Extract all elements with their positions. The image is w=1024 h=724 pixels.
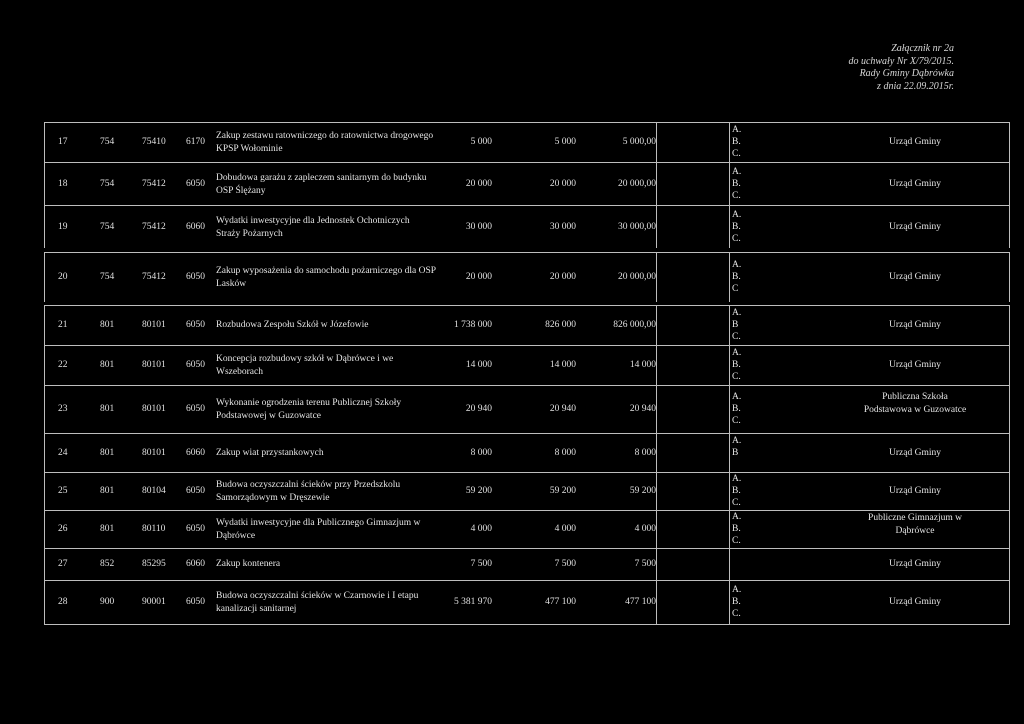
task-name: Budowa oczyszczalni ścieków w Czarnowie i I etapu kanalizacji sanitarnej (216, 591, 419, 614)
responsible-unit: Urząd Gminy (889, 222, 941, 232)
row-number: 26 (58, 524, 68, 534)
responsible-unit: Urząd Gminy (889, 272, 941, 282)
total-value: 1 738 000 (454, 320, 492, 330)
total-value: 20 000 (465, 179, 492, 189)
funding-source-c: C. (732, 234, 741, 244)
row-number: 17 (58, 137, 68, 147)
paragraph-code: 6050 (186, 486, 205, 496)
task-name: Wykonanie ogrodzenia terenu Publicznej Szkoły Podstawowej w Guzowatce (216, 398, 402, 421)
column-border (44, 252, 45, 302)
funding-source-a: A. (732, 392, 742, 402)
funding-source-b: B. (732, 360, 741, 370)
funding-source-b: B. (732, 486, 741, 496)
column-border (729, 305, 730, 345)
task-name: Dobudowa garażu z zapleczem sanitarnym do budynku OSP Ślężany (216, 173, 427, 196)
total-value: 59 200 (465, 486, 492, 496)
task-name: Budowa oczyszczalni ścieków przy Przedszkolu Samorządowym w Dręszewie (216, 480, 401, 503)
column-border (729, 385, 730, 433)
column-border (1009, 510, 1010, 548)
dzial-code: 852 (100, 559, 115, 569)
column-border (656, 205, 657, 248)
row-border (44, 305, 1010, 306)
table-row (0, 580, 1024, 624)
column-border (1009, 472, 1010, 510)
column-border (44, 580, 45, 624)
dzial-code: 754 (100, 222, 115, 232)
total-value: 14 000 (465, 360, 492, 370)
funding-source-a: A. (732, 260, 742, 270)
column-border (1009, 433, 1010, 472)
column-border (729, 162, 730, 205)
paragraph-code: 6050 (186, 179, 205, 189)
column-border (729, 345, 730, 385)
row-number: 24 (58, 448, 68, 458)
header-line-3: Rady Gminy Dąbrówka (859, 68, 954, 79)
column-border (656, 510, 657, 548)
funding-source-c: C. (732, 609, 741, 619)
total-value: 30 000 (465, 222, 492, 232)
column-border (1009, 305, 1010, 345)
column-border (1009, 205, 1010, 248)
funding-source-c: C. (732, 332, 741, 342)
funding-source-c: C. (732, 416, 741, 426)
row-border (44, 580, 1010, 581)
column-border (44, 305, 45, 345)
funding-source-b: B. (732, 524, 741, 534)
funding-source-c: C. (732, 191, 741, 201)
total-value: 20 000 (465, 272, 492, 282)
funding-source-a: A. (732, 348, 742, 358)
task-name: Zakup wiat przystankowych (216, 448, 324, 458)
column-border (656, 345, 657, 385)
planned-value: 59 200 (629, 486, 656, 496)
column-border (729, 472, 730, 510)
row-number: 19 (58, 222, 68, 232)
row-border (44, 162, 1010, 163)
rozdzial-code: 75412 (142, 222, 166, 232)
header-line-2: do uchwały Nr X/79/2015. (848, 55, 954, 67)
year-value: 59 200 (549, 486, 576, 496)
funding-source-b: B. (732, 222, 741, 232)
column-border (656, 548, 657, 580)
planned-value: 30 000,00 (618, 222, 656, 232)
responsible-unit: Urząd Gminy (889, 179, 941, 189)
paragraph-code: 6050 (186, 404, 205, 414)
column-border (656, 472, 657, 510)
paragraph-code: 6060 (186, 559, 205, 569)
table-row (0, 510, 1024, 548)
planned-value: 4 000 (634, 524, 656, 534)
column-border (656, 385, 657, 433)
year-value: 5 000 (554, 137, 576, 147)
row-number: 23 (58, 404, 68, 414)
paragraph-code: 6050 (186, 272, 205, 282)
planned-value: 20 000,00 (618, 179, 656, 189)
rozdzial-code: 80110 (142, 524, 166, 534)
table-row (0, 385, 1024, 433)
task-name: Wydatki inwestycyjne dla Jednostek Ochotniczych Straży Pożarnych (216, 216, 410, 239)
year-value: 4 000 (554, 524, 576, 534)
funding-source-a: A. (732, 308, 742, 318)
rozdzial-code: 75412 (142, 179, 166, 189)
table-row (0, 305, 1024, 345)
column-border (1009, 252, 1010, 302)
column-border (1009, 580, 1010, 624)
column-border (44, 433, 45, 472)
row-border (44, 624, 1010, 625)
funding-source-c: C. (732, 498, 741, 508)
row-number: 21 (58, 320, 68, 330)
rozdzial-code: 75412 (142, 272, 166, 282)
column-border (44, 122, 45, 162)
planned-value: 20 940 (629, 404, 656, 414)
row-border (44, 122, 1010, 123)
funding-source-c: C. (732, 149, 741, 159)
total-value: 5 381 970 (454, 597, 492, 607)
row-border (44, 472, 1010, 473)
table-row (0, 433, 1024, 472)
column-border (656, 433, 657, 472)
column-border (44, 345, 45, 385)
paragraph-code: 6060 (186, 222, 205, 232)
paragraph-code: 6050 (186, 597, 205, 607)
year-value: 14 000 (549, 360, 576, 370)
row-border (44, 510, 1010, 511)
rozdzial-code: 80101 (142, 404, 166, 414)
column-border (729, 433, 730, 472)
table-row (0, 472, 1024, 510)
column-border (44, 205, 45, 248)
funding-source-b: B (732, 320, 739, 330)
rozdzial-code: 80101 (142, 360, 166, 370)
column-border (44, 472, 45, 510)
total-value: 5 000 (470, 137, 492, 147)
table-row (0, 122, 1024, 162)
paragraph-code: 6050 (186, 524, 205, 534)
dzial-code: 801 (100, 320, 115, 330)
column-border (44, 162, 45, 205)
funding-source-b: B. (732, 597, 741, 607)
funding-source-a: A. (732, 474, 742, 484)
column-border (656, 162, 657, 205)
responsible-unit: Urząd Gminy (889, 559, 941, 569)
funding-source-b: B. (732, 404, 741, 414)
column-border (729, 252, 730, 302)
funding-source-c: C (732, 284, 739, 294)
responsible-unit: Urząd Gminy (889, 360, 941, 370)
dzial-code: 754 (100, 272, 115, 282)
table-row (0, 252, 1024, 302)
year-value: 826 000 (545, 320, 576, 330)
dzial-code: 801 (100, 360, 115, 370)
funding-source-a: A. (732, 210, 742, 220)
year-value: 8 000 (554, 448, 576, 458)
header-line-1: Załącznik nr 2a (891, 43, 954, 54)
column-border (44, 385, 45, 433)
task-name: Rozbudowa Zespołu Szkół w Józefowie (216, 320, 369, 330)
responsible-unit: Urząd Gminy (889, 486, 941, 496)
planned-value: 5 000,00 (622, 137, 656, 147)
responsible-unit: Urząd Gminy (889, 137, 941, 147)
dzial-code: 900 (100, 597, 115, 607)
paragraph-code: 6060 (186, 448, 205, 458)
column-border (656, 580, 657, 624)
planned-value: 14 000 (629, 360, 656, 370)
year-value: 20 940 (549, 404, 576, 414)
funding-source-b: B. (732, 137, 741, 147)
column-border (729, 205, 730, 248)
total-value: 7 500 (470, 559, 492, 569)
funding-source-b: B (732, 448, 739, 458)
rozdzial-code: 75410 (142, 137, 166, 147)
funding-source-c: C. (732, 536, 741, 546)
total-value: 4 000 (470, 524, 492, 534)
paragraph-code: 6050 (186, 360, 205, 370)
dzial-code: 801 (100, 486, 115, 496)
responsible-unit: Urząd Gminy (889, 448, 941, 458)
row-border (44, 252, 1010, 253)
year-value: 7 500 (554, 559, 576, 569)
year-value: 477 100 (545, 597, 576, 607)
funding-source-a: A. (732, 125, 742, 135)
total-value: 20 940 (465, 404, 492, 414)
row-number: 22 (58, 360, 68, 370)
row-border (44, 433, 1010, 434)
paragraph-code: 6050 (186, 320, 205, 330)
rozdzial-code: 80104 (142, 486, 166, 496)
table-row (0, 548, 1024, 580)
table-row (0, 345, 1024, 385)
column-border (44, 548, 45, 580)
row-border (44, 385, 1010, 386)
column-border (729, 548, 730, 580)
planned-value: 7 500 (634, 559, 656, 569)
row-border (44, 345, 1010, 346)
column-border (656, 305, 657, 345)
task-name: Wydatki inwestycyjne dla Publicznego Gimnazjum w Dąbrówce (216, 518, 421, 541)
planned-value: 826 000,00 (613, 320, 656, 330)
responsible-unit: Urząd Gminy (889, 597, 941, 607)
funding-source-a: A. (732, 167, 742, 177)
planned-value: 8 000 (634, 448, 656, 458)
dzial-code: 754 (100, 179, 115, 189)
column-border (1009, 385, 1010, 433)
column-border (1009, 345, 1010, 385)
planned-value: 20 000,00 (618, 272, 656, 282)
column-border (1009, 548, 1010, 580)
row-border (44, 548, 1010, 549)
dzial-code: 801 (100, 404, 115, 414)
column-border (1009, 122, 1010, 162)
task-name: Zakup wyposażenia do samochodu pożarniczego dla OSP Lasków (216, 266, 436, 289)
column-border (44, 510, 45, 548)
responsible-unit: Urząd Gminy (889, 320, 941, 330)
year-value: 30 000 (549, 222, 576, 232)
responsible-unit: Publiczne Gimnazjum w Dąbrówce (868, 513, 962, 536)
row-number: 28 (58, 597, 68, 607)
rozdzial-code: 85295 (142, 559, 166, 569)
task-name: Koncepcja rozbudowy szkół w Dąbrówce i we Wszeborach (216, 354, 394, 377)
rozdzial-code: 90001 (142, 597, 166, 607)
funding-source-c: C. (732, 372, 741, 382)
total-value: 8 000 (470, 448, 492, 458)
dzial-code: 801 (100, 448, 115, 458)
rozdzial-code: 80101 (142, 448, 166, 458)
column-border (656, 252, 657, 302)
header-line-4: z dnia 22.09.2015r. (877, 80, 954, 92)
responsible-unit: Publiczna Szkoła Podstawowa w Guzowatce (863, 392, 967, 415)
row-border (44, 205, 1010, 206)
dzial-code: 754 (100, 137, 115, 147)
funding-source-a: A. (732, 585, 742, 595)
funding-source-a: A. (732, 512, 742, 522)
row-number: 18 (58, 179, 68, 189)
task-name: Zakup kontenera (216, 559, 281, 569)
row-number: 27 (58, 559, 68, 569)
column-border (1009, 162, 1010, 205)
task-name: Zakup zestawu ratowniczego do ratownictwa drogowego KPSP Wołominie (216, 131, 434, 154)
row-number: 20 (58, 272, 68, 282)
column-border (729, 580, 730, 624)
column-border (656, 122, 657, 162)
row-number: 25 (58, 486, 68, 496)
table-row (0, 162, 1024, 205)
funding-source-b: B. (732, 272, 741, 282)
year-value: 20 000 (549, 272, 576, 282)
year-value: 20 000 (549, 179, 576, 189)
column-border (729, 510, 730, 548)
funding-source-b: B. (732, 179, 741, 189)
dzial-code: 801 (100, 524, 115, 534)
paragraph-code: 6170 (186, 137, 205, 147)
column-border (729, 122, 730, 162)
planned-value: 477 100 (625, 597, 656, 607)
funding-source-a: A. (732, 436, 742, 446)
table-row (0, 205, 1024, 248)
rozdzial-code: 80101 (142, 320, 166, 330)
